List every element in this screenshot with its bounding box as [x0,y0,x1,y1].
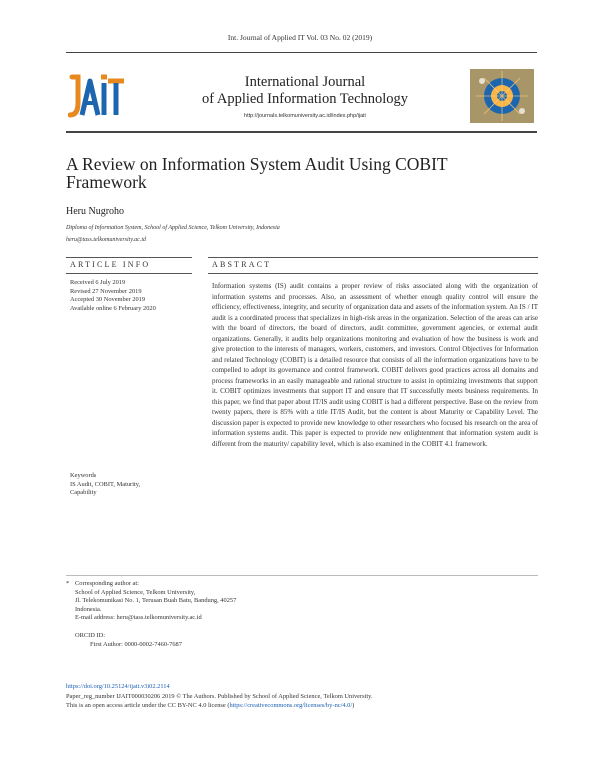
cover-art-icon [470,69,534,123]
corr-line4: E-mail address: heru@tass.telkomuniversity.ac.id [75,614,202,622]
revised-date: Revised 27 November 2019 [70,287,142,295]
corresponding-author [75,580,236,623]
abstract-heading: ABSTRACT [212,260,272,269]
abstract-bottom-rule [208,273,538,274]
keywords-line1: IS Audit, COBIT, Maturity, [70,480,141,488]
journal-title-line1: International Journal [244,74,366,90]
license-line [66,702,354,711]
article-info-bottom-rule [66,273,192,274]
license-prefix: This is an open access article under the CC BY-NC 4.0 license ( [66,702,230,709]
journal-logo [68,71,126,121]
received-date: Received 6 July 2019 [70,279,126,286]
journal-url[interactable]: http://journals.telkomuniversity.ac.id/index.php/ijait [244,113,366,119]
article-title-line2: Framework [66,172,147,192]
journal-cover-image [470,69,534,123]
keywords-block [70,472,140,498]
header-bottom-rule [66,131,537,133]
orcid-id: First Author: 0000-0002-7460-7687 [90,641,182,648]
paper-reg-line: Paper_reg_number IJAIT000030206 2019 © The Authors. Published by School of Applied Science, Telkom University. [66,693,373,700]
abstract-top-rule [208,257,538,258]
section-divider [66,575,538,576]
keywords-line2: Capability [70,489,97,496]
article-title [66,155,506,191]
article-info-top-rule [66,257,192,258]
orcid-label: ORCID ID: [75,632,105,639]
corr-line2: Jl. Telekomunikasi No. 1, Terusan Buah Batu, Bandung, 40257 [75,597,237,605]
keywords-heading: Keywords [70,472,97,479]
corr-line3: Indonesia. [75,605,102,613]
available-date: Available online 6 February 2020 [70,304,156,312]
author-email[interactable]: heru@tass.telkomuniversity.ac.id [66,237,147,243]
corresponding-marker: * [66,580,70,587]
author-name: Heru Nugroho [66,206,125,217]
license-link[interactable]: https://creativecommons.org/licenses/by-nc/4.0/ [229,702,353,709]
running-header: Int. Journal of Applied IT Vol. 03 No. 02 (2019) [227,33,373,42]
author-affiliation: Diploma of Information System, School of Applied Science, Telkom University, Indonesia [66,225,280,231]
jait-logo-icon [68,71,126,121]
corr-line1: School of Applied Science, Telkom University, [75,588,196,596]
article-title-line1: A Review on Information System Audit Using COBIT [66,154,448,174]
abstract-text: Information systems (IS) audit contains a proper review of risks associated along with the organization of information systems and processes. Also, an assessment of whether enough quality control will ensure the efficiency, effectiveness, integrity, and security of organization data and assets of the information system. An IS / IT audit is a coordinated process that specializes in high-risk areas in the organization. Selection of the areas can arise with the board of directors, the board of directors, audit committee, government agencies, or external audit organizations. Generally, it audits help organizations monitoring and evaluation of how the business is work and give protection to the interests of managers, workers, customers, and investors. Control Objectives for Information and related Technology (COBIT) is a detailed resource that consists of all the information organizations have to be compelled to adopt its governance and control framework. COBIT delivers good practices across all domains and process frameworks in an easily manageable and rational structure to assist in optimizing investments that support it. COBIT optimizes investments that support IT and ensure that IT successfully meets business requirements. In this paper, we find that paper about IT/IS audit using COBIT is had a different perspective. Base on the review from twenty papers, there is 85% with a title IT/IS Audit, but the content is about Maturity or Capability Level. The discussion paper is expected to provide new knowledge to other researchers who focused his research on the area of information systems audit. This paper is expected to provide new enlightenment that information system audit is different from the maturity/ capability level, which is also examined in the COBIT 4.1 framework. [212,282,538,448]
accepted-date: Accepted 30 November 2019 [70,296,146,303]
article-info-heading: ARTICLE INFO [70,260,151,269]
license-suffix: ) [352,702,355,709]
corresponding-label: Corresponding author at: [75,580,139,587]
article-dates [70,279,156,313]
doi-link[interactable]: https://doi.org/10.25124/ijait.v3i02.2114 [66,683,170,690]
journal-title-line2: of Applied Information Technology [201,91,409,107]
journal-title [150,74,460,108]
header-top-rule [66,52,537,53]
